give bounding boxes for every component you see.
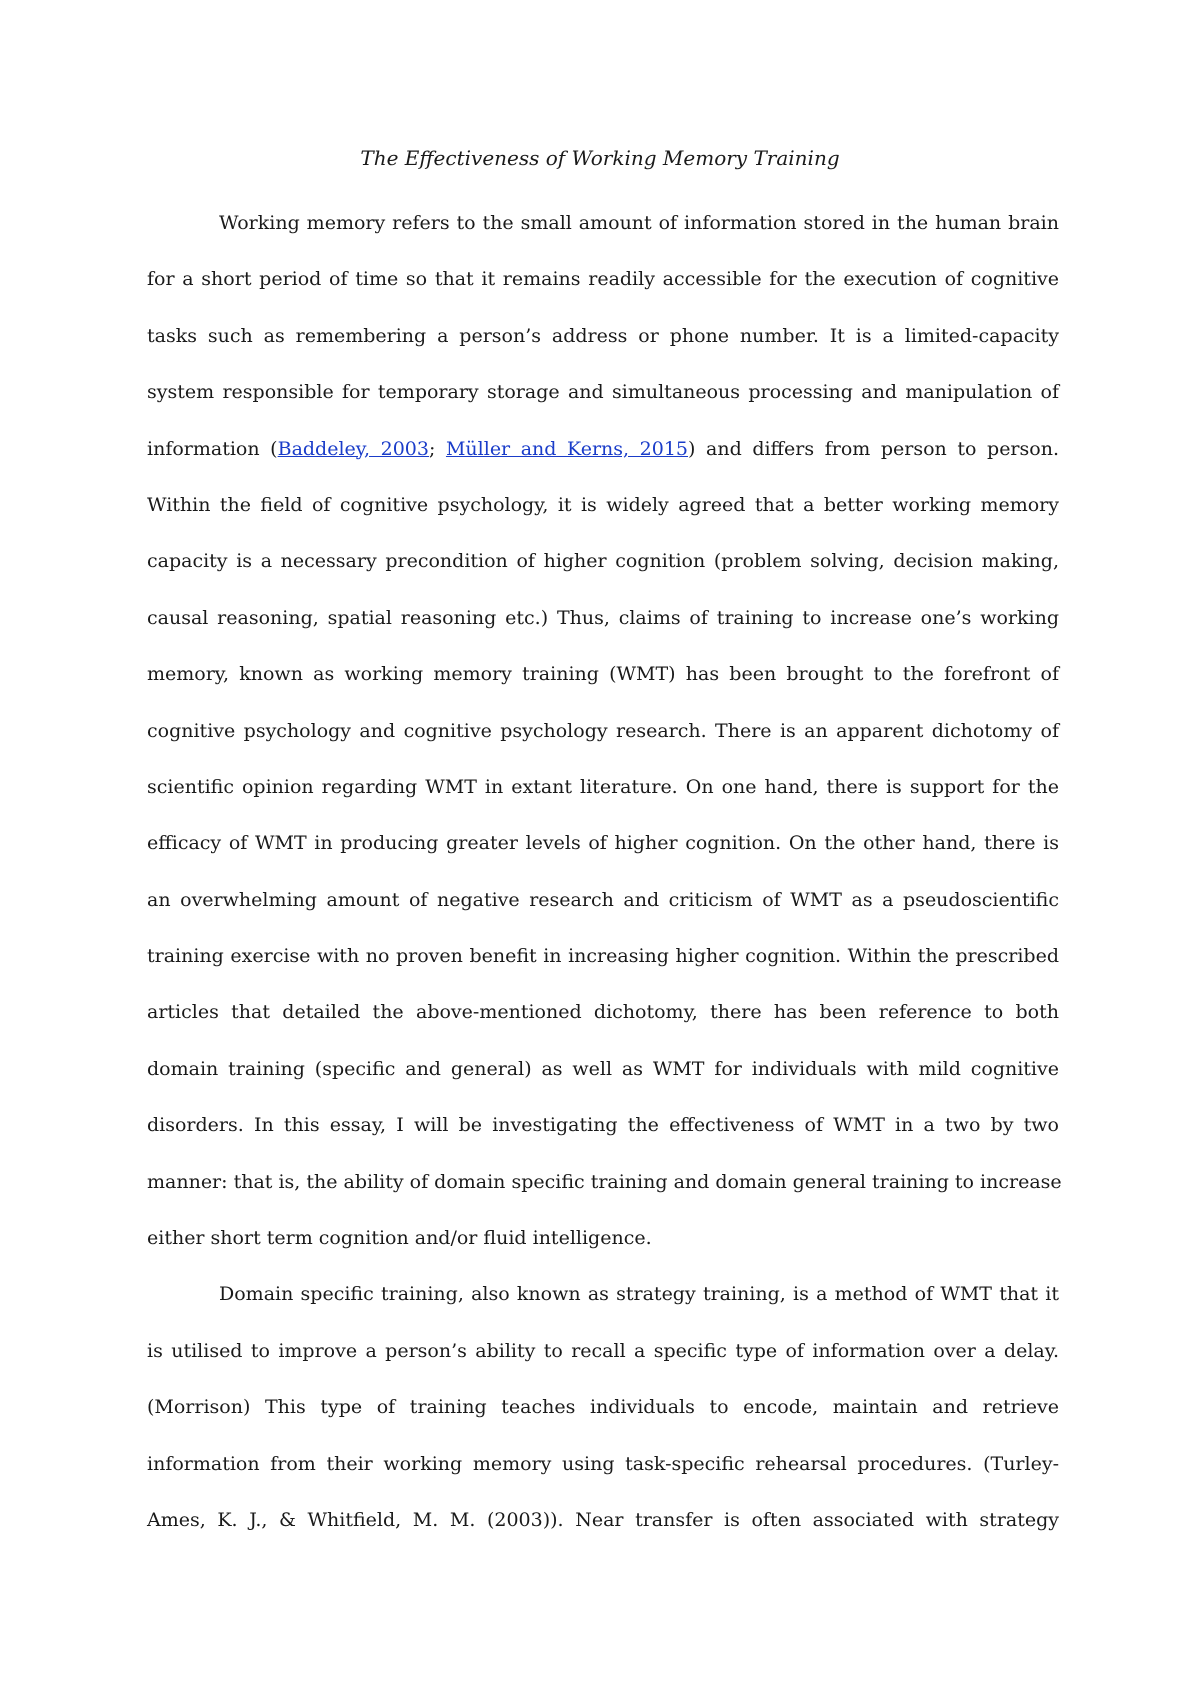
text-line: disorders. In this essay, I will be investigating the effectiveness of WMT in a two by two: [147, 1114, 1059, 1137]
text-segment: information (: [147, 437, 278, 460]
text-segment: ) and differs from person to person.: [688, 437, 1059, 460]
citation-link-baddeley[interactable]: Baddeley, 2003: [277, 437, 429, 460]
text-line: system responsible for temporary storage and simultaneous processing and manipulation of: [147, 381, 1059, 404]
text-line: Domain specific training, also known as strategy training, is a method of WMT that it: [219, 1283, 1059, 1306]
text-line: for a short period of time so that it remains readily accessible for the execution of cognitive: [147, 268, 1059, 291]
text-line: manner: that is, the ability of domain specific training and domain general training to increase: [147, 1170, 1062, 1193]
text-line: memory, known as working memory training (WMT) has been brought to the forefront of: [147, 663, 1059, 686]
text-line: efficacy of WMT in producing greater levels of higher cognition. On the other hand, there is: [147, 832, 1059, 855]
text-line: Working memory refers to the small amount of information stored in the human brain: [219, 212, 1059, 234]
text-line: an overwhelming amount of negative research and criticism of WMT as a pseudoscientific: [147, 888, 1059, 911]
text-segment: ;: [428, 437, 446, 460]
text-line: domain training (specific and general) as well as WMT for individuals with mild cognitive: [147, 1057, 1059, 1080]
document-body: [147, 195, 1062, 1548]
text-line: (Morrison) This type of training teaches individuals to encode, maintain and retrieve: [147, 1396, 1059, 1419]
text-line: training exercise with no proven benefit in increasing higher cognition. Within the prescribed: [147, 945, 1059, 968]
text-line: information from their working memory using task-specific rehearsal procedures. (Turley-: [147, 1452, 1059, 1475]
text-line: Within the field of cognitive psychology, it is widely agreed that a better working memory: [147, 493, 1059, 516]
citation-link-muller-kerns[interactable]: Müller and Kerns, 2015: [445, 437, 689, 460]
text-line: is utilised to improve a person’s ability to recall a specific type of information over a delay.: [147, 1339, 1059, 1362]
text-line: articles that detailed the above-mentioned dichotomy, there has been reference to both: [147, 1001, 1059, 1024]
text-line-with-citations: [147, 421, 1059, 477]
paragraph-1: [147, 195, 1062, 1266]
document-title: The Effectiveness of Working Memory Training: [360, 146, 840, 170]
text-line: scientific opinion regarding WMT in extant literature. On one hand, there is support for the: [147, 775, 1059, 798]
text-line: tasks such as remembering a person’s address or phone number. It is a limited-capacity: [147, 324, 1059, 347]
text-line: Ames, K. J., & Whitfield, M. M. (2003)). Near transfer is often associated with strategy: [147, 1508, 1059, 1531]
text-line: cognitive psychology and cognitive psychology research. There is an apparent dichotomy of: [147, 719, 1059, 742]
text-line: either short term cognition and/or fluid intelligence.: [147, 1227, 652, 1250]
text-line: capacity is a necessary precondition of higher cognition (problem solving, decision making,: [147, 550, 1059, 573]
text-line: causal reasoning, spatial reasoning etc.) Thus, claims of training to increase one’s working: [147, 606, 1059, 629]
paragraph-2: [147, 1266, 1059, 1548]
